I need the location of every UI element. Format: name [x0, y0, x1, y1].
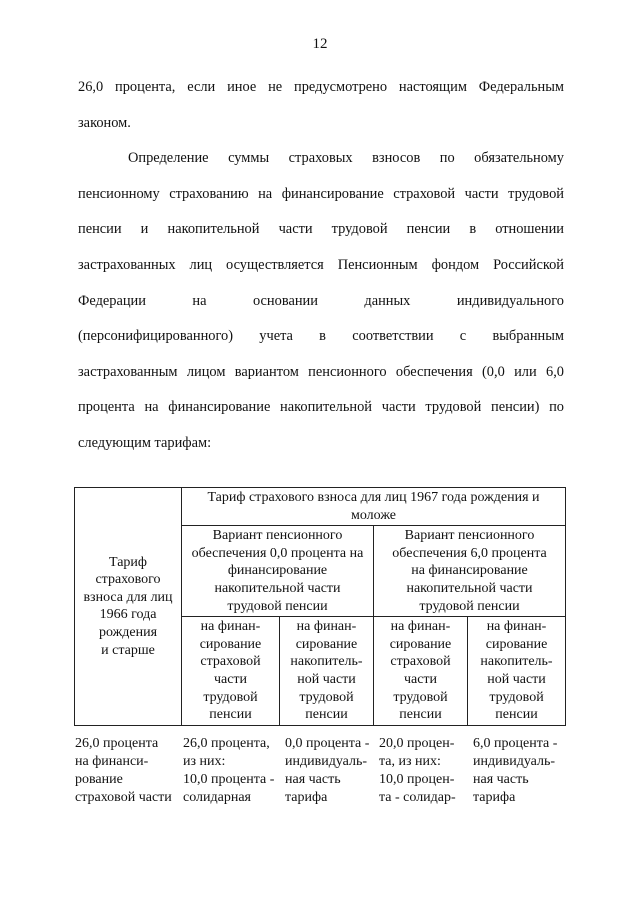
subheader-insurance-part: на финан- сирование страховой части трудовой пенсии [374, 617, 468, 726]
text-line: пенсионному страхованию на финансирование страховой части трудовой [78, 185, 564, 202]
value-older-tariff: 26,0 процента на финанси- рование страховой части [75, 736, 172, 805]
page-number: 12 [312, 36, 328, 52]
text-line: застрахованным лицом вариантом пенсионного обеспечения (0,0 или 6,0 [78, 363, 564, 380]
value-variant0-insurance: 26,0 процента, из них: 10,0 процента - солидарная [183, 736, 275, 805]
text-line: следующим тарифам: [78, 434, 212, 451]
tariff-table [74, 487, 566, 726]
header-younger-tariff: Тариф страхового взноса для лиц 1967 года рождения и моложе [182, 488, 566, 526]
text-line: застрахованных лиц осуществляется Пенсионным фондом Российской [78, 256, 564, 273]
subheader-funded-part: на финан- сирование накопитель- ной части трудовой пенсии [280, 617, 374, 726]
subheader-insurance-part: на финан- сирование страховой части трудовой пенсии [182, 617, 280, 726]
text-line: (персонифицированного) учета в соответствии с выбранным [78, 328, 564, 345]
text-line: законом. [78, 114, 131, 131]
text-line: пенсии и накопительной части трудовой пенсии в отношении [78, 221, 564, 238]
text-line: Федерации на основании данных индивидуального [78, 292, 564, 309]
value-variant0-funded: 0,0 процента - индивидуаль- ная часть тарифа [285, 736, 370, 805]
header-older-tariff: Тариф страхового взноса для лиц 1966 года рождения и старше [75, 488, 182, 726]
text-line: Определение суммы страховых взносов по обязательному [128, 150, 564, 167]
value-variant6-insurance: 20,0 процен- та, из них: 10,0 процен- та - солидар- [379, 736, 456, 805]
header-variant-0: Вариант пенсионного обеспечения 0,0 процента на финансирование накопительной части трудовой пенсии [182, 526, 374, 617]
text-line: процента на финансирование накопительной части трудовой пенсии) по [78, 399, 564, 416]
body-text [78, 70, 564, 462]
text-line: 26,0 процента, если иное не предусмотрено настоящим Федеральным [78, 79, 564, 95]
subheader-funded-part: на финан- сирование накопитель- ной части трудовой пенсии [468, 617, 566, 726]
header-variant-6: Вариант пенсионного обеспечения 6,0 процента на финансирование накопительной части трудовой пенсии [374, 526, 566, 617]
value-variant6-funded: 6,0 процента - индивидуаль- ная часть тарифа [473, 736, 558, 805]
